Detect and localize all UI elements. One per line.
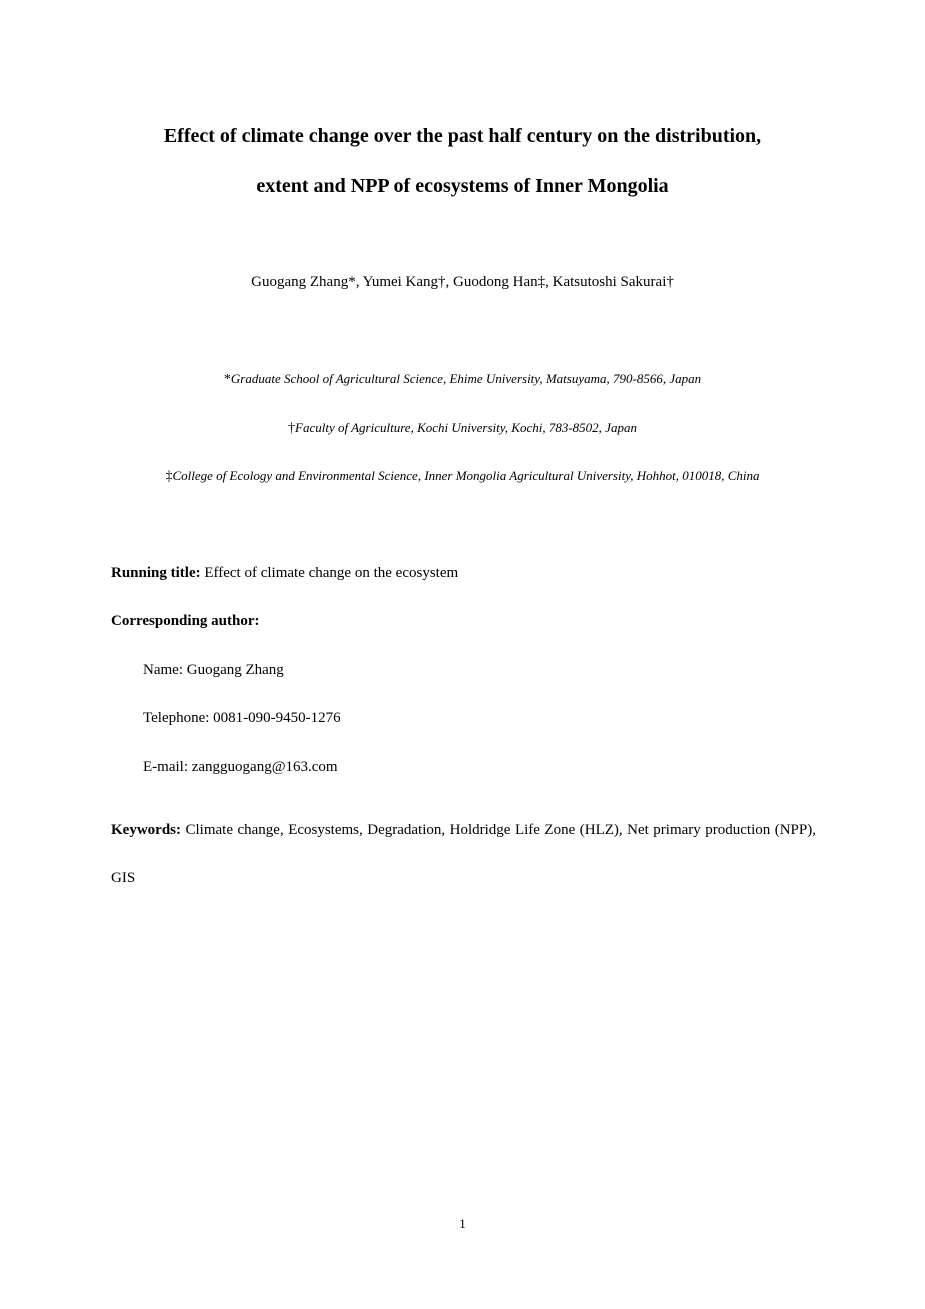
affiliation-1	[0, 371, 925, 388]
running-title-value: Effect of climate change on the ecosystem	[200, 565, 459, 581]
running-title	[111, 564, 458, 582]
keywords-label: Keywords:	[111, 822, 181, 838]
affiliation-2	[0, 420, 925, 437]
affiliation-2-mark: †	[288, 421, 296, 436]
page-number: 1	[459, 1216, 466, 1231]
corresponding-email: E-mail: zangguogang@163.com	[143, 759, 338, 775]
affiliation-3	[0, 468, 925, 485]
corresponding-author-label: Corresponding author:	[111, 613, 260, 629]
keywords-paragraph	[111, 806, 816, 902]
affiliation-3-mark: ‡	[165, 469, 173, 484]
paper-title-line-1: Effect of climate change over the past half century on the distribution,	[163, 125, 762, 147]
corresponding-telephone: Telephone: 0081-090-9450-1276	[143, 710, 341, 726]
author-list: Guogang Zhang*, Yumei Kang†, Guodong Han‡, Katsutoshi Sakurai†	[251, 274, 674, 290]
affiliation-1-text: Graduate School of Agricultural Science, Ehime University, Matsuyama, 790-8566, Japan	[230, 371, 702, 386]
affiliation-3-text: College of Ecology and Environmental Science, Inner Mongolia Agricultural University, Hohhot, 010018, China	[172, 468, 760, 483]
keywords-value: Climate change, Ecosystems, Degradation, Holdridge Life Zone (HLZ), Net primary production (NPP), GIS	[111, 822, 816, 886]
paper-title-line-2: extent and NPP of ecosystems of Inner Mongolia	[256, 175, 669, 197]
running-title-label: Running title:	[111, 565, 201, 581]
affiliation-1-mark: *	[223, 372, 231, 387]
affiliation-2-text: Faculty of Agriculture, Kochi University, Kochi, 783-8502, Japan	[295, 420, 637, 435]
corresponding-name: Name: Guogang Zhang	[143, 662, 284, 678]
